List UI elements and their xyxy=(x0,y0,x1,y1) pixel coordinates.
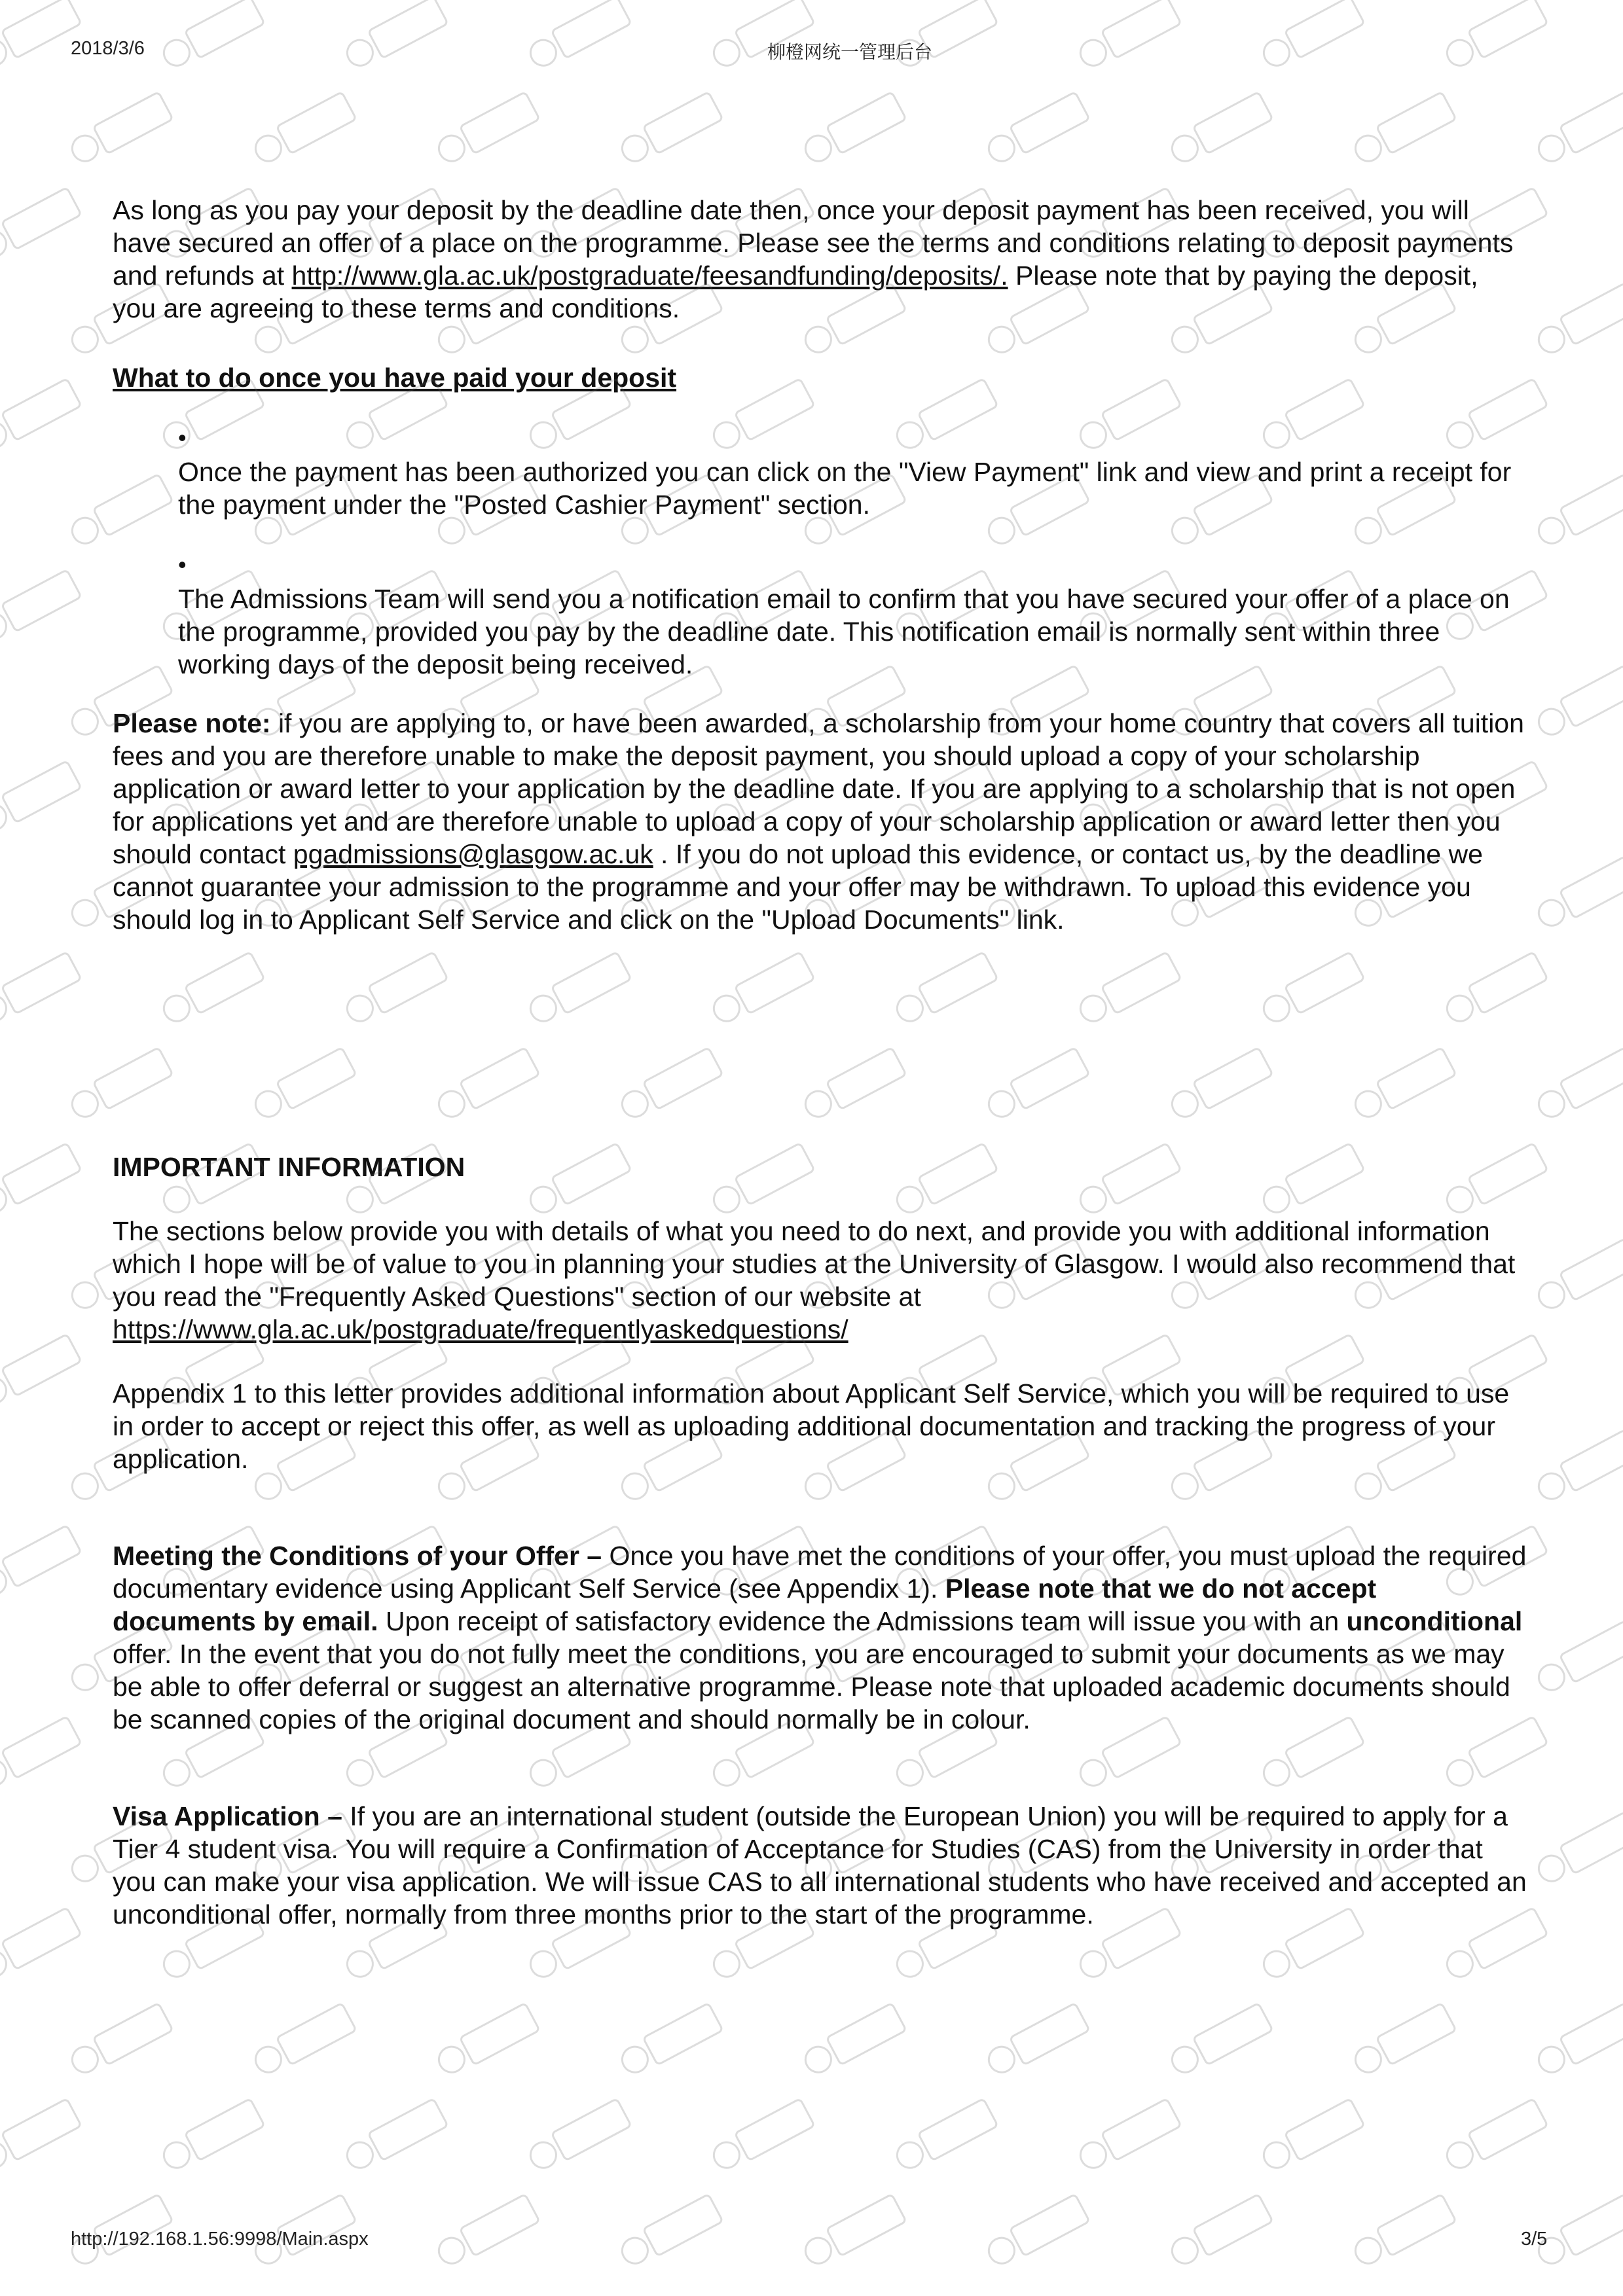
watermark-logo-icon xyxy=(0,562,87,647)
watermark-logo-icon xyxy=(1530,1231,1623,1316)
important-intro-text: The sections below provide you with details of what you need to do next, and provide you with additional information which I hope will be of value to you in planning your studies at the University of Glasgow. I would also recommend that you read the "Frequently Asked Questions" section of our website at xyxy=(113,1216,1516,1312)
conditions-bold-word: unconditional xyxy=(1346,1606,1523,1636)
watermark-logo-icon xyxy=(430,84,545,169)
watermark-logo-icon xyxy=(338,2091,454,2176)
watermark-logo-icon xyxy=(155,2091,270,2176)
watermark-logo-icon xyxy=(613,1996,729,2080)
admissions-email-link[interactable]: pgadmissions@glasgow.ac.uk xyxy=(293,839,653,869)
watermark-logo-icon xyxy=(1163,2187,1279,2271)
please-note-label: Please note: xyxy=(113,708,271,738)
watermark-logo-icon xyxy=(980,2187,1095,2271)
important-info-heading: IMPORTANT INFORMATION xyxy=(113,1152,465,1182)
watermark-logo-icon xyxy=(1530,1422,1623,1507)
watermark-logo-icon xyxy=(1530,849,1623,933)
please-note-text-start: if you are applying to, or have been awarded, a scholarship from your home country that covers all tuition fees and you are therefore unable to make the deposit payment, you should upload a copy of your scholarship application or award letter to your application by the deadline date. If you are applying to a scholarship that is not open for applications yet and are therefore unable to upload a copy of your scholarship application or award letter then you should contact xyxy=(113,708,1524,869)
watermark-logo-icon xyxy=(888,2091,1004,2176)
watermark-logo-icon xyxy=(797,1996,912,2080)
watermark-logo-icon xyxy=(980,1996,1095,2080)
watermark-logo-icon xyxy=(247,84,362,169)
watermark-logo-icon xyxy=(0,944,87,1029)
watermark-logo-icon xyxy=(1530,658,1623,742)
deposit-paragraph xyxy=(113,194,1527,325)
watermark-logo-icon xyxy=(1530,1996,1623,2080)
watermark-logo-icon xyxy=(155,0,270,74)
watermark-logo-icon xyxy=(1530,1040,1623,1124)
print-date: 2018/3/6 xyxy=(71,38,145,59)
footer-url: http://192.168.1.56:9998/Main.aspx xyxy=(71,2229,369,2250)
watermark-logo-icon xyxy=(797,2187,912,2271)
watermark-logo-icon xyxy=(64,1996,179,2080)
watermark-logo-icon xyxy=(1438,0,1554,74)
watermark-logo-icon xyxy=(338,0,454,74)
deposit-text-start: As long as you pay your deposit by the deadline date then, once your deposit payment has been received, you will have secured an offer of a place on the programme. Please see the terms and conditions relating to deposit payments and refunds at xyxy=(113,195,1514,291)
conditions-paragraph xyxy=(113,1539,1527,1736)
watermark-logo-icon xyxy=(430,1996,545,2080)
bullet-text-notification-email: The Admissions Team will send you a notification email to confirm that you have secured your offer of a place on the programme, provided you pay by the deadline date. This notification email is normally sent within three working days of the deposit being received. xyxy=(178,584,1510,679)
watermark-logo-icon xyxy=(0,180,87,264)
watermark-logo-icon xyxy=(522,2091,637,2176)
watermark-logo-icon xyxy=(0,1136,87,1220)
watermark-logo-icon xyxy=(1255,2091,1370,2176)
watermark-logo-icon xyxy=(0,1709,87,1793)
watermark-logo-icon xyxy=(247,1996,362,2080)
appendix-paragraph: Appendix 1 to this letter provides additional information about Applicant Self Service, which you will be required to use in order to accept or reject this offer, as well as uploading additional documentation and tracking the progress of your application. xyxy=(113,1378,1510,1474)
watermark-logo-icon xyxy=(0,1518,87,1602)
conditions-text-3: offer. In the event that you do not fully meet the conditions, you are encouraged to submit your documents as we may be able to offer deferral or suggest an alternative programme. Please note that uploaded academic documents should be scanned copies of the original document and should normally be in colour. xyxy=(113,1639,1510,1734)
bullet-text-view-payment: Once the payment has been authorized you can click on the "View Payment" link and view and print a receipt for the payment under the "Posted Cashier Payment" section. xyxy=(178,457,1512,520)
watermark-logo-icon xyxy=(1438,2091,1554,2176)
page-number: 3/5 xyxy=(1521,2229,1548,2250)
watermark-logo-icon xyxy=(0,1327,87,1411)
deposit-text-end: Please note that by paying the deposit, you are agreeing to these terms and conditions. xyxy=(113,260,1478,323)
deposit-terms-link[interactable]: http://www.gla.ac.uk/postgraduate/feesandfunding/deposits/. xyxy=(291,260,1008,291)
watermark-logo-icon xyxy=(64,84,179,169)
visa-label: Visa Application – xyxy=(113,1801,342,1831)
watermark-logo-icon xyxy=(1072,0,1187,74)
watermark-logo-icon xyxy=(1530,276,1623,360)
watermark-logo-icon xyxy=(0,371,87,456)
watermark-logo-icon xyxy=(1347,1996,1462,2080)
after-deposit-list xyxy=(113,420,1527,681)
list-item xyxy=(178,547,1527,681)
watermark-logo-icon xyxy=(1530,84,1623,169)
conditions-bold-note: Please note that we do not accept documents by email. xyxy=(113,1573,1377,1636)
page-title: 柳橙网统一管理后台 xyxy=(767,41,933,63)
watermark-logo-icon xyxy=(0,1900,87,1984)
list-item xyxy=(178,420,1527,521)
watermark-logo-icon xyxy=(0,753,87,838)
important-intro xyxy=(113,1215,1527,1346)
visa-paragraph xyxy=(113,1800,1527,1931)
watermark-logo-icon xyxy=(613,2187,729,2271)
scholarship-note xyxy=(113,707,1527,936)
letter-body xyxy=(113,194,1527,1931)
after-deposit-heading: What to do once you have paid your deposit xyxy=(113,363,677,393)
watermark-logo-icon xyxy=(1072,2091,1187,2176)
watermark-logo-icon xyxy=(1255,0,1370,74)
watermark-logo-icon xyxy=(613,84,729,169)
watermark-logo-icon xyxy=(1530,1804,1623,1889)
watermark-logo-icon xyxy=(705,2091,820,2176)
watermark-logo-icon xyxy=(0,2091,87,2176)
watermark-logo-icon xyxy=(980,84,1095,169)
watermark-logo-icon xyxy=(1347,2187,1462,2271)
watermark-logo-icon xyxy=(0,0,87,74)
please-note-text-end: . If you do not upload this evidence, or contact us, by the deadline we cannot guarantee your admission to the programme and your offer may be withdrawn. To upload this evidence you should log in to Applicant Self Service and click on the "Upload Documents" link. xyxy=(113,839,1483,935)
watermark-logo-icon xyxy=(1163,1996,1279,2080)
watermark-logo-icon xyxy=(430,2187,545,2271)
bullet-icon: • xyxy=(178,551,187,578)
conditions-label: Meeting the Conditions of your Offer – xyxy=(113,1541,602,1571)
watermark-logo-icon xyxy=(1163,84,1279,169)
conditions-text-1: Once you have met the conditions of your offer, you must upload the required documentary evidence using Applicant Self Service (see Appendix 1). xyxy=(113,1541,1527,1604)
watermark-logo-icon xyxy=(1347,84,1462,169)
faq-link[interactable]: https://www.gla.ac.uk/postgraduate/frequentlyaskedquestions/ xyxy=(113,1314,848,1344)
conditions-text-2: Upon receipt of satisfactory evidence the Admissions team will issue you with an xyxy=(378,1606,1347,1636)
watermark-logo-icon xyxy=(522,0,637,74)
bullet-icon: • xyxy=(178,424,187,451)
watermark-logo-icon xyxy=(1530,1613,1623,1698)
visa-text: If you are an international student (outside the European Union) you will be required to apply for a Tier 4 student visa. You will require a Confirmation of Acceptance for Studies (CAS) from the University in order that you can make your visa application. We will issue CAS to all international students who have received and accepted an unconditional offer, normally from three months prior to the start of the programme. xyxy=(113,1801,1527,1929)
watermark-logo-icon xyxy=(797,84,912,169)
watermark-logo-icon xyxy=(1530,467,1623,551)
